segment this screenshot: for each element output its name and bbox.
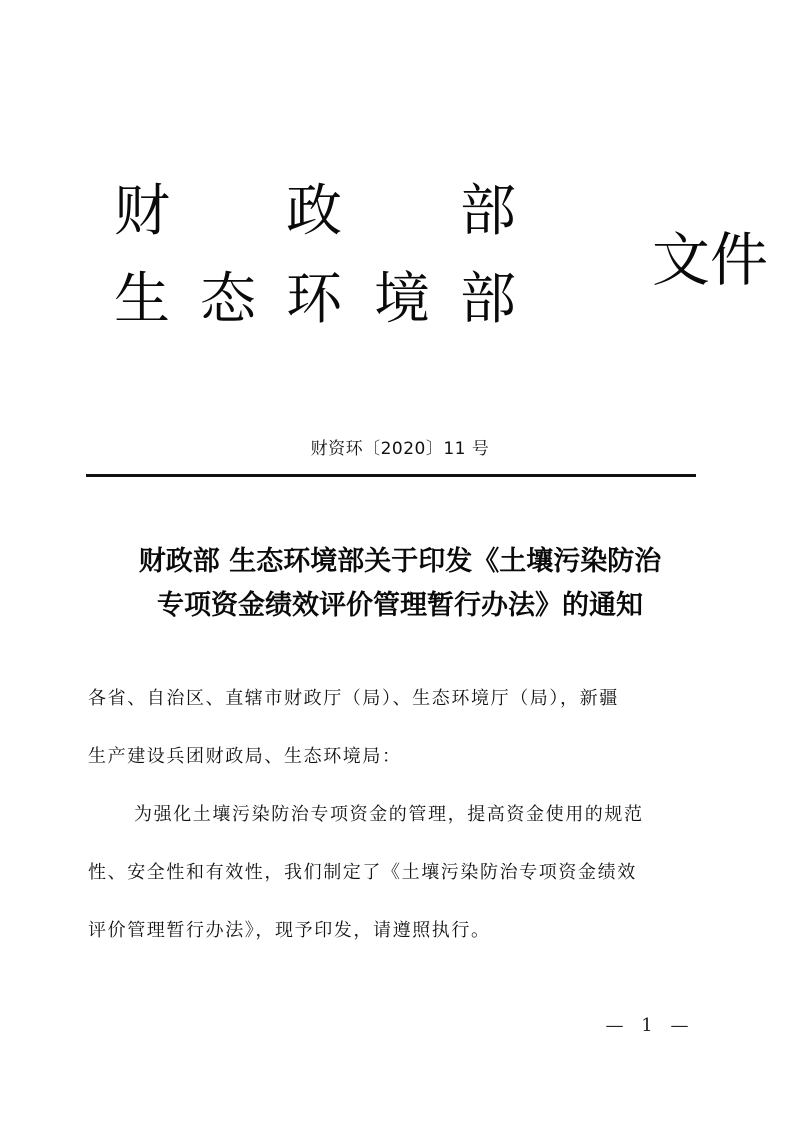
header-char: 生 bbox=[114, 267, 170, 332]
issuing-authority-header bbox=[112, 179, 769, 340]
addressee-line-1: 各省、自治区、直辖市财政厅（局）、生态环境厅（局），新疆 bbox=[88, 688, 619, 709]
addressee-line-2: 生产建设兵团财政局、生态环境局： bbox=[88, 746, 402, 767]
document-number: 财资环〔2020〕11 号 bbox=[310, 439, 490, 459]
header-char: 境 bbox=[374, 267, 430, 332]
header-document-suffix: 文件 bbox=[652, 226, 769, 294]
paragraph-line-1: 为强化土壤污染防治专项资金的管理，提高资金使用的规范 bbox=[134, 804, 644, 825]
header-divider bbox=[86, 474, 696, 477]
header-char: 部 bbox=[460, 267, 516, 332]
document-title bbox=[0, 540, 800, 628]
paragraph-line-3: 评价管理暂行办法》，现予印发，请遵照执行。 bbox=[88, 920, 491, 941]
header-char: 政 bbox=[286, 179, 342, 244]
header-char: 环 bbox=[286, 267, 342, 332]
page-number: — 1 — bbox=[605, 1015, 695, 1036]
title-line-1: 财政部 生态环境部关于印发《土壤污染防治 bbox=[138, 546, 662, 577]
header-char: 部 bbox=[460, 179, 516, 244]
paragraph-line-2: 性、安全性和有效性，我们制定了《土壤污染防治专项资金绩效 bbox=[88, 862, 637, 883]
header-char: 财 bbox=[114, 179, 170, 244]
title-line-2: 专项资金绩效评价管理暂行办法》的通知 bbox=[157, 590, 643, 621]
header-char: 态 bbox=[200, 267, 256, 332]
